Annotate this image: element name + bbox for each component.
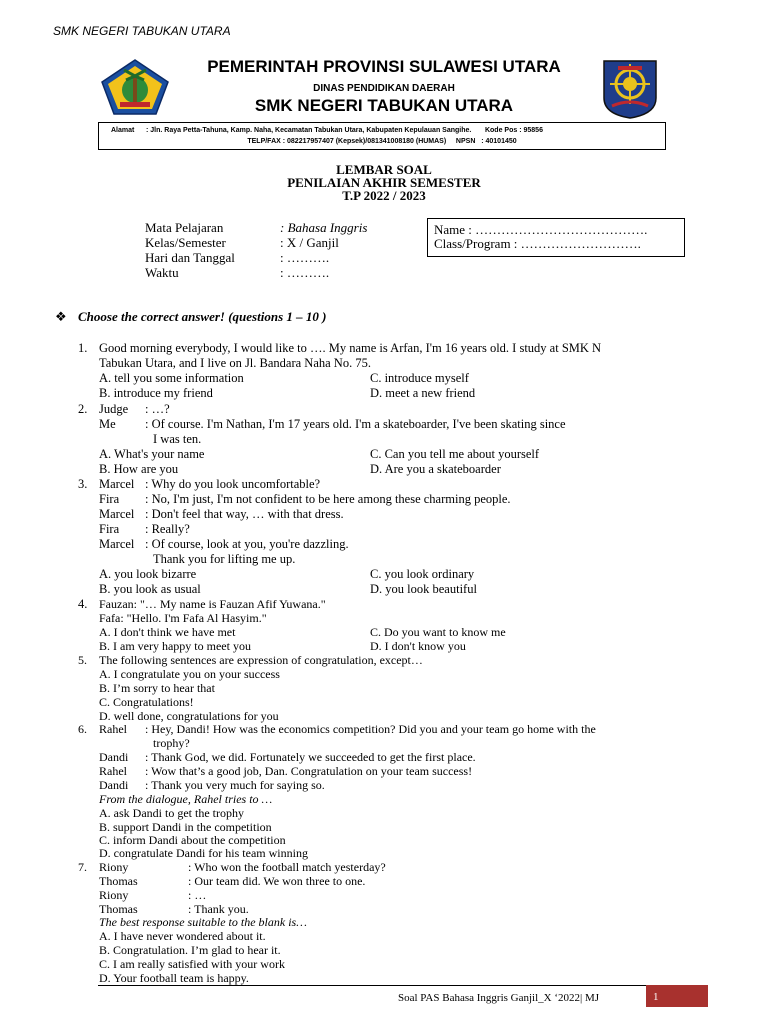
- option-a[interactable]: A. tell you some information: [99, 371, 244, 385]
- dialog-line: I was ten.: [153, 432, 202, 446]
- date-label: Hari dan Tanggal: [145, 250, 235, 265]
- question-number: 3.: [78, 477, 88, 491]
- option-b[interactable]: B. introduce my friend: [99, 386, 213, 400]
- exam-title: PENILAIAN AKHIR SEMESTER: [287, 175, 481, 190]
- speaker: Thomas: [99, 902, 138, 916]
- dialog-line: : …?: [145, 402, 170, 416]
- dialog-line: : Hey, Dandi! How was the economics competition? Did you and your team go home with the: [145, 722, 596, 736]
- speaker: Me: [99, 417, 116, 431]
- option-a[interactable]: A. I have never wondered about it.: [99, 929, 266, 943]
- time-label: Waktu: [145, 265, 179, 280]
- speaker: Thomas: [99, 874, 138, 888]
- date-value: : ……….: [280, 250, 330, 265]
- question-number: 4.: [78, 597, 88, 611]
- question-number: 1.: [78, 341, 88, 355]
- question-prompt: The best response suitable to the blank is…: [99, 915, 307, 929]
- option-a[interactable]: A. I don't think we have met: [99, 625, 236, 639]
- dialog-line: : Our team did. We won three to one.: [188, 874, 366, 888]
- dialog-line: trophy?: [153, 736, 190, 750]
- dialog-line: : Thank you.: [188, 902, 249, 916]
- speaker: Rahel: [99, 764, 127, 778]
- sheet-title: LEMBAR SOAL: [336, 162, 432, 177]
- option-a[interactable]: A. you look bizarre: [99, 567, 197, 581]
- question-text: Tabukan Utara, and I live on Jl. Bandara Naha No. 75.: [99, 356, 371, 370]
- option-c[interactable]: C. I am really satisfied with your work: [99, 957, 285, 971]
- dialog-line: : Don't feel that way, … with that dress.: [145, 507, 344, 521]
- option-c[interactable]: C. you look ordinary: [370, 567, 475, 581]
- postal-value: : 95856: [519, 127, 543, 134]
- speaker: Rahel: [99, 722, 127, 736]
- dialog-line: : Of course, look at you, you're dazzling.: [145, 537, 349, 551]
- subject-value: : Bahasa Inggris: [280, 220, 368, 235]
- class-label: Kelas/Semester: [145, 235, 226, 250]
- address-box: [98, 122, 666, 150]
- time-value: : ……….: [280, 265, 330, 280]
- address-text: : Jln. Raya Petta-Tahuna, Kamp. Naha, Kecamatan Tabukan Utara, Kabupaten Kepulauan Sangihe.: [146, 127, 472, 134]
- speaker: Marcel: [99, 537, 135, 551]
- instruction: Choose the correct answer! (questions 1 – 10 ): [78, 309, 327, 324]
- phone-label: TELP/FAX: [247, 138, 281, 145]
- option-b[interactable]: B. I am very happy to meet you: [99, 639, 251, 653]
- option-a[interactable]: A. I congratulate you on your success: [99, 667, 280, 681]
- dialog-line: : …: [188, 888, 207, 902]
- question-number: 6.: [78, 722, 87, 736]
- class-value: : X / Ganjil: [280, 235, 339, 250]
- option-d[interactable]: D. Your football team is happy.: [99, 971, 249, 985]
- option-d[interactable]: D. meet a new friend: [370, 386, 476, 400]
- government-title: PEMERINTAH PROVINSI SULAWESI UTARA: [207, 57, 561, 76]
- dialog-line: : Really?: [145, 522, 190, 536]
- option-d[interactable]: D. you look beautiful: [370, 582, 477, 596]
- question-text: Fauzan: "… My name is Fauzan Afif Yuwana.": [99, 597, 326, 611]
- speaker: Judge: [99, 402, 129, 416]
- npsn-label: NPSN: [455, 138, 476, 145]
- question-number: 7.: [78, 860, 87, 874]
- question-text: The following sentences are expression of congratulation, except…: [99, 653, 423, 667]
- footer-text: Soal PAS Bahasa Inggris Ganjil_X ‘2022| MJ: [398, 992, 600, 1004]
- school-title: SMK NEGERI TABUKAN UTARA: [254, 96, 514, 115]
- question-number: 5.: [78, 653, 87, 667]
- speaker: Riony: [99, 860, 129, 874]
- postal-label: Kode Pos: [484, 127, 518, 134]
- npsn-value: : 40101450: [481, 138, 517, 145]
- student-info-box: [427, 218, 685, 257]
- school-name-top: SMK NEGERI TABUKAN UTARA: [53, 24, 231, 38]
- dialog-line: Thank you for lifting me up.: [153, 552, 296, 566]
- option-c[interactable]: C. inform Dandi about the competition: [99, 833, 286, 847]
- option-b[interactable]: B. I’m sorry to hear that: [99, 681, 215, 695]
- option-b[interactable]: B. you look as usual: [99, 582, 201, 596]
- question-number: 2.: [78, 402, 88, 416]
- program-field[interactable]: Class/Program : ……………………….: [434, 236, 641, 251]
- option-a[interactable]: A. ask Dandi to get the trophy: [99, 806, 244, 820]
- name-field[interactable]: Name : ………………………………….: [434, 222, 648, 237]
- option-d[interactable]: D. congratulate Dandi for his team winning: [99, 846, 308, 860]
- option-c[interactable]: C. Congratulations!: [99, 695, 194, 709]
- option-a[interactable]: A. What's your name: [99, 447, 205, 461]
- diamond-bullet-icon: ❖: [55, 309, 67, 324]
- speaker: Marcel: [99, 507, 135, 521]
- school-year: T.P 2022 / 2023: [342, 188, 426, 203]
- footer-divider: [98, 985, 708, 986]
- address-label: Alamat: [111, 127, 135, 134]
- option-b[interactable]: B. support Dandi in the competition: [99, 820, 272, 834]
- option-c[interactable]: C. introduce myself: [370, 371, 469, 385]
- option-b[interactable]: B. How are you: [99, 462, 179, 476]
- question-prompt: From the dialogue, Rahel tries to …: [99, 792, 273, 806]
- dialog-line: : Thank you very much for saying so.: [145, 778, 325, 792]
- page-number: 1: [646, 985, 708, 1007]
- dialog-line: : Thank God, we did. Fortunately we succeeded to get the first place.: [145, 750, 476, 764]
- question-text: Good morning everybody, I would like to …. My name is Arfan, I'm 16 years old. I study at SMK N: [99, 341, 602, 355]
- option-d[interactable]: D. Are you a skateboarder: [370, 462, 501, 476]
- question-text: Fafa: "Hello. I'm Fafa Al Hasyim.": [99, 611, 267, 625]
- speaker: Marcel: [99, 477, 135, 491]
- speaker: Fira: [99, 492, 120, 506]
- subject-label: Mata Pelajaran: [145, 220, 224, 235]
- phone-value: : 082217957407 (Kepsek)/081341008180 (HUMAS): [282, 138, 447, 145]
- option-c[interactable]: C. Can you tell me about yourself: [370, 447, 540, 461]
- speaker: Dandi: [99, 750, 129, 764]
- speaker: Riony: [99, 888, 129, 902]
- option-c[interactable]: C. Do you want to know me: [370, 625, 506, 639]
- speaker: Fira: [99, 522, 120, 536]
- dialog-line: : Of course. I'm Nathan, I'm 17 years old. I'm a skateboarder, I've been skating since: [145, 417, 566, 431]
- department-title: DINAS PENDIDIKAN DAERAH: [313, 83, 455, 94]
- dialog-line: : Wow that’s a good job, Dan. Congratulation on your team success!: [145, 764, 473, 778]
- option-d[interactable]: D. I don't know you: [370, 639, 466, 653]
- dialog-line: : Why do you look uncomfortable?: [145, 477, 321, 491]
- dialog-line: : No, I'm just, I'm not confident to be here among these charming people.: [145, 492, 511, 506]
- speaker: Dandi: [99, 778, 129, 792]
- option-b[interactable]: B. Congratulation. I’m glad to hear it.: [99, 943, 281, 957]
- dialog-line: : Who won the football match yesterday?: [188, 860, 386, 874]
- option-d[interactable]: D. well done, congratulations for you: [99, 709, 279, 723]
